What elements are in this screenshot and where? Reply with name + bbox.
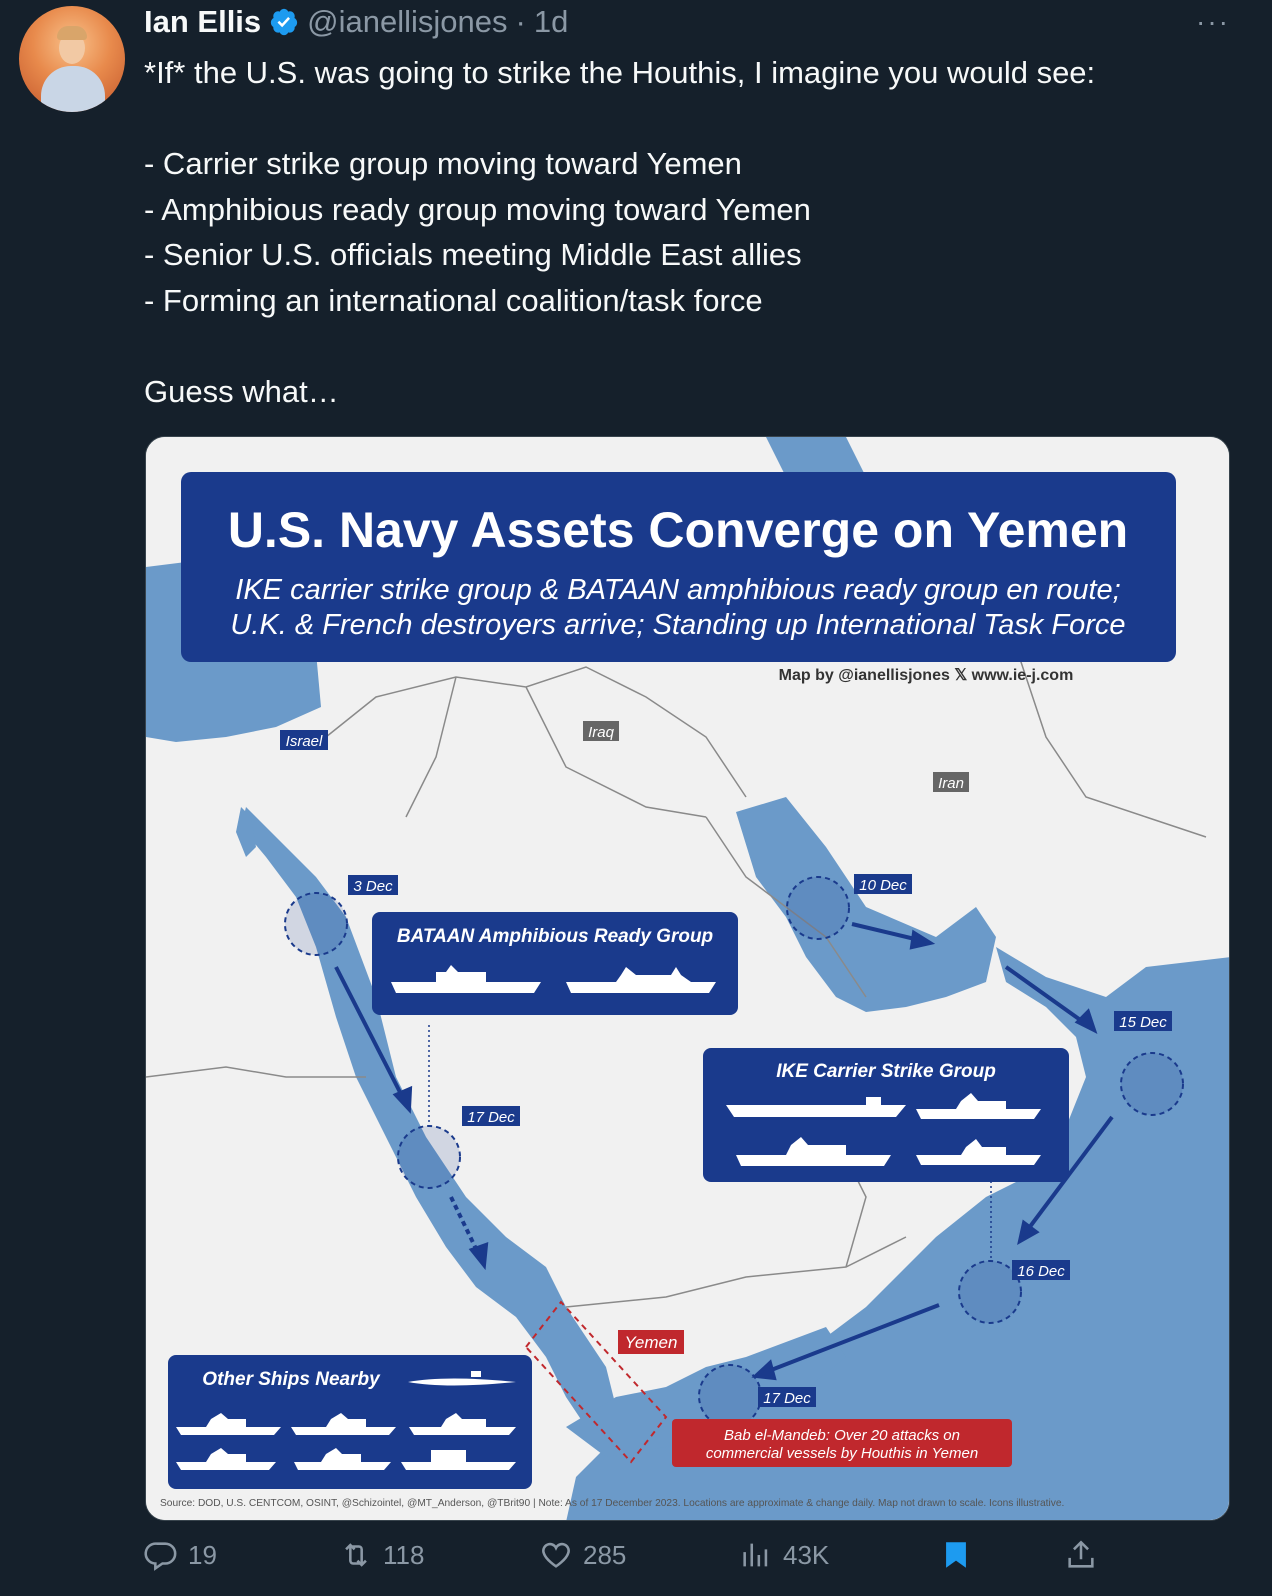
author-name[interactable]: Ian Ellis — [144, 4, 262, 39]
repost-button[interactable] — [339, 1538, 424, 1572]
ike-label: IKE Carrier Strike Group — [776, 1061, 996, 1082]
yemen-label: Yemen — [624, 1333, 678, 1352]
tweet-text: *If* the U.S. was going to strike the Houthis, I imagine you would see: - Carrier strike group moving toward Yemen - Amphibious ready group moving toward Yemen - Senior U.S. officials meeting Middle East allies - Forming an international coalition/task force Guess what… — [144, 55, 1096, 409]
like-count: 285 — [583, 1539, 627, 1570]
map-subtitle-1: IKE carrier strike group & BATAAN amphibious ready group en route; — [235, 574, 1121, 606]
date-17-dec-b: 17 Dec — [763, 1390, 811, 1407]
avatar[interactable] — [19, 6, 125, 112]
map-source: Source: DOD, U.S. CENTCOM, OSINT, @Schizointel, @MT_Anderson, @TBrit90 | Note: As of 17 December 2023. Locations are approximate & change daily. Map not drawn to scale. Icons illustrative. — [160, 1498, 1065, 1509]
other-ships-label: Other Ships Nearby — [202, 1369, 380, 1390]
tweet-actions — [144, 1538, 1234, 1584]
bab-el-mandeb-line-1: Bab el-Mandeb: Over 20 attacks on — [724, 1427, 960, 1444]
verified-badge-icon — [269, 7, 299, 37]
iran-label: Iran — [938, 775, 964, 792]
date-3-dec: 3 Dec — [353, 878, 393, 895]
map-title: U.S. Navy Assets Converge on Yemen — [227, 502, 1129, 558]
views-icon — [739, 1538, 773, 1572]
date-17-dec-a: 17 Dec — [467, 1109, 515, 1126]
iraq-label: Iraq — [588, 724, 614, 741]
map-graphic — [146, 437, 1230, 1521]
position-15-dec — [1121, 1053, 1183, 1115]
separator-dot: · — [515, 4, 526, 39]
position-10-dec — [787, 877, 849, 939]
repost-count: 118 — [383, 1539, 425, 1570]
repost-icon — [339, 1538, 373, 1572]
share-icon — [1064, 1538, 1098, 1572]
bataan-label: BATAAN Amphibious Ready Group — [396, 926, 714, 947]
position-17-dec-bataan — [398, 1126, 460, 1188]
tweet-image[interactable] — [145, 436, 1230, 1521]
share-button[interactable] — [1064, 1538, 1098, 1572]
avatar-hair — [57, 26, 87, 40]
reply-count: 19 — [188, 1539, 217, 1570]
date-10-dec: 10 Dec — [859, 877, 907, 894]
bab-el-mandeb-line-2: commercial vessels by Houthis in Yemen — [705, 1445, 979, 1462]
heart-icon — [539, 1538, 573, 1572]
tweet-header — [144, 2, 568, 42]
bookmark-icon — [939, 1538, 973, 1572]
more-options-icon[interactable]: ··· — [1196, 6, 1230, 37]
author-handle[interactable]: @ianellisjones — [307, 4, 508, 39]
position-17-dec-ike — [699, 1365, 761, 1427]
bookmark-button[interactable] — [939, 1538, 973, 1572]
position-3-dec — [285, 893, 347, 955]
views-count: 43K — [783, 1539, 830, 1570]
israel-label: Israel — [285, 733, 323, 750]
map-credit: Map by @ianellisjones 𝕏 www.ie-j.com — [778, 667, 1074, 684]
position-16-dec — [959, 1261, 1021, 1323]
date-16-dec: 16 Dec — [1017, 1263, 1065, 1280]
map-subtitle-2: U.K. & French destroyers arrive; Standing up International Task Force — [230, 609, 1126, 641]
date-15-dec: 15 Dec — [1119, 1014, 1167, 1031]
avatar-shirt — [41, 66, 105, 112]
tweet-time[interactable]: 1d — [533, 4, 569, 39]
like-button[interactable] — [539, 1538, 626, 1572]
views-button[interactable] — [739, 1538, 829, 1572]
reply-icon — [144, 1538, 178, 1572]
reply-button[interactable] — [144, 1538, 217, 1572]
